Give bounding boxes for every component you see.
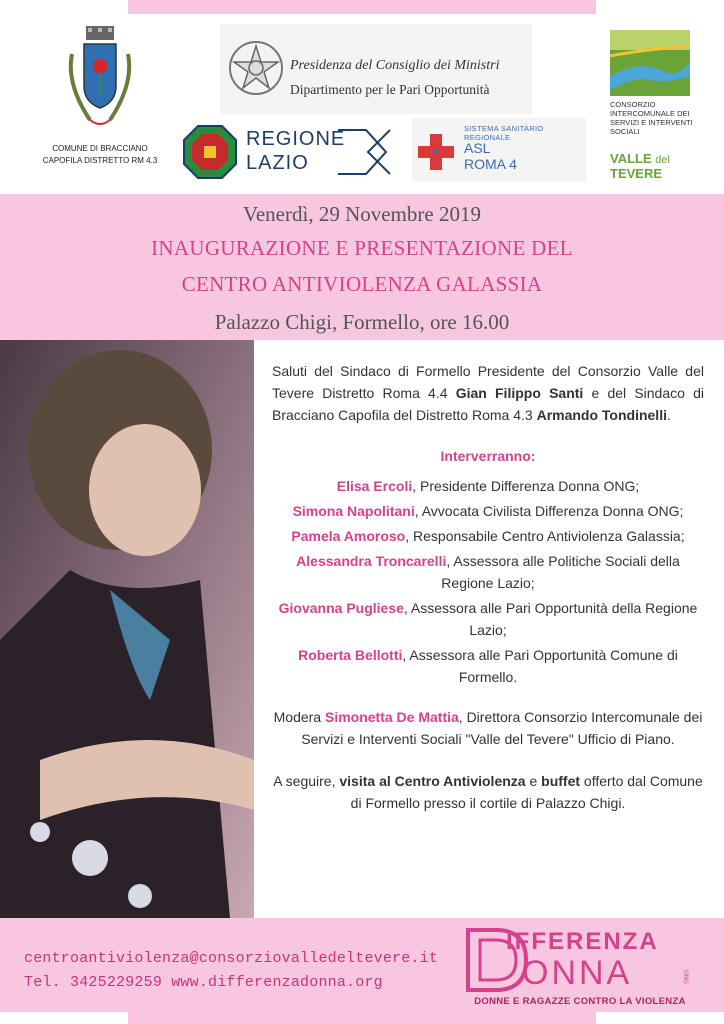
intro-part2: e del Sindaco di Bracciano Capofila del Distretto Roma 4.3: [272, 385, 704, 423]
top-decor-bar: [0, 0, 724, 16]
intro-paragraph: [272, 360, 704, 426]
dd-tagline: DONNE E RAGAZZE CONTRO LA VIOLENZA: [474, 996, 686, 1007]
lazio-arrow-icon: [336, 124, 392, 180]
lazio-line2: LAZIO: [246, 152, 309, 174]
regione-lazio-logo: [180, 120, 394, 184]
speaker-role: , Avvocata Civilista Differenza Donna ONG;: [414, 503, 684, 519]
moderator-rest: , Direttora Consorzio Intercomunale dei Servizi e Interventi Sociali "Valle del Tevere" Ufficio di Piano.: [301, 709, 703, 747]
top-pink-strip: [128, 0, 596, 14]
lazio-crest-icon: [182, 124, 238, 180]
consorzio-del-word: del: [655, 154, 670, 166]
interventions-heading: Interverranno:: [440, 448, 536, 464]
closing-part3: offerto dal Comune di Formello presso il cortile di Palazzo Chigi.: [350, 773, 703, 811]
intro-part3: .: [666, 407, 671, 423]
moderator-paragraph: [272, 706, 704, 750]
closing-paragraph: [272, 770, 704, 814]
speaker-role: , Assessora alle Pari Opportunità della Regione Lazio;: [403, 600, 698, 638]
consorzio-valle-tevere-logo: [608, 30, 698, 190]
presidenza-subtitle: Dipartimento per le Pari Opportunità: [290, 82, 490, 97]
event-details: [272, 360, 704, 814]
speaker-name: Roberta Bellotti: [298, 647, 403, 663]
bottom-pink-strip: [128, 1012, 596, 1024]
speaker-name: Giovanna Pugliese: [278, 600, 404, 616]
moderator-prefix: Modera: [273, 709, 325, 725]
bracciano-caption-2: CAPOFILA DISTRETTO RM 4.3: [42, 156, 158, 165]
consorzio-valle-label: [610, 152, 670, 167]
dd-word-ifferenza: IFFERENZA: [506, 928, 659, 955]
bottom-decor-bar: [0, 1012, 724, 1024]
consorzio-small-label: CONSORZIO INTERCOMUNALE DEI SERVIZI E INTERVENTI SOCIALI: [610, 100, 693, 136]
speaker-item: [272, 475, 704, 497]
dd-word-onna: ONNA: [522, 954, 633, 992]
closing-bold2: buffet: [541, 773, 581, 789]
consorzio-valle-word: VALLE: [610, 151, 652, 166]
speaker-role: , Responsabile Centro Antiviolenza Galassia;: [405, 528, 685, 544]
bracciano-caption-1: COMUNE DI BRACCIANO: [52, 144, 148, 153]
speaker-item: [272, 525, 704, 547]
event-place: Palazzo Chigi, Formello, ore 16.00: [214, 310, 510, 334]
consorzio-tevere-label: TEVERE: [610, 166, 663, 181]
speaker-role: , Assessora alle Politiche Sociali della Regione Lazio;: [441, 553, 680, 591]
intro-part1: Saluti del Sindaco di Formello Presidente del Consorzio Valle del Tevere Distretto Roma 4.4: [272, 363, 704, 401]
speaker-name: Alessandra Troncarelli: [296, 553, 447, 569]
speaker-role: , Assessora alle Pari Opportunità Comune di Formello.: [402, 647, 678, 685]
asl-line1: ASL: [464, 140, 491, 156]
valley-landscape-icon: [610, 30, 690, 96]
header-band: [0, 194, 724, 340]
portrait-illustration: [0, 340, 254, 918]
speakers-list: [272, 475, 704, 688]
contact-email[interactable]: centroantiviolenza@consorziovalledeltevere.it: [24, 950, 439, 967]
contact-tel-website[interactable]: Tel. 3425229259 www.differenzadonna.org: [24, 974, 383, 991]
bracciano-crest-icon: [60, 24, 140, 142]
italian-emblem-icon: [226, 34, 286, 104]
speaker-item: [272, 644, 704, 688]
asl-roma4-logo: [412, 118, 586, 182]
intro-name2: Armando Tondinelli: [536, 407, 667, 423]
asl-top-label: SISTEMA SANITARIO REGIONALE: [464, 124, 544, 142]
speaker-name: Elisa Ercoli: [336, 478, 413, 494]
event-title-line1: INAUGURAZIONE E PRESENTAZIONE DEL: [151, 236, 573, 260]
bracciano-logo: [38, 24, 162, 174]
presidenza-logo: [220, 24, 532, 114]
speaker-item: [272, 550, 704, 594]
presidenza-title: Presidenza del Consiglio dei Ministri: [290, 58, 500, 73]
lazio-line1: REGIONE: [246, 128, 346, 150]
speaker-name: Pamela Amoroso: [291, 528, 406, 544]
speaker-item: [272, 597, 704, 641]
moderator-name: Simonetta De Mattia: [324, 709, 459, 725]
closing-part1: A seguire,: [273, 773, 340, 789]
logos-area: [0, 16, 724, 194]
intro-name1: Gian Filippo Santi: [455, 385, 584, 401]
speaker-role: , Presidente Differenza Donna ONG;: [412, 478, 640, 494]
speaker-name: Simona Napolitani: [292, 503, 415, 519]
differenza-donna-logo: [456, 924, 702, 1010]
dd-ong-label: ONG: [681, 970, 688, 984]
asl-line2: ROMA 4: [464, 156, 517, 172]
closing-bold1: visita al Centro Antiviolenza: [339, 773, 526, 789]
closing-part2: e: [525, 773, 542, 789]
portrait-photo: [0, 340, 254, 918]
event-date: Venerdì, 29 Novembre 2019: [243, 202, 481, 226]
red-cross-icon: [418, 134, 454, 170]
speaker-item: [272, 500, 704, 522]
footer: [0, 918, 724, 1024]
event-title-line2: CENTRO ANTIVIOLENZA GALASSIA: [181, 272, 543, 296]
